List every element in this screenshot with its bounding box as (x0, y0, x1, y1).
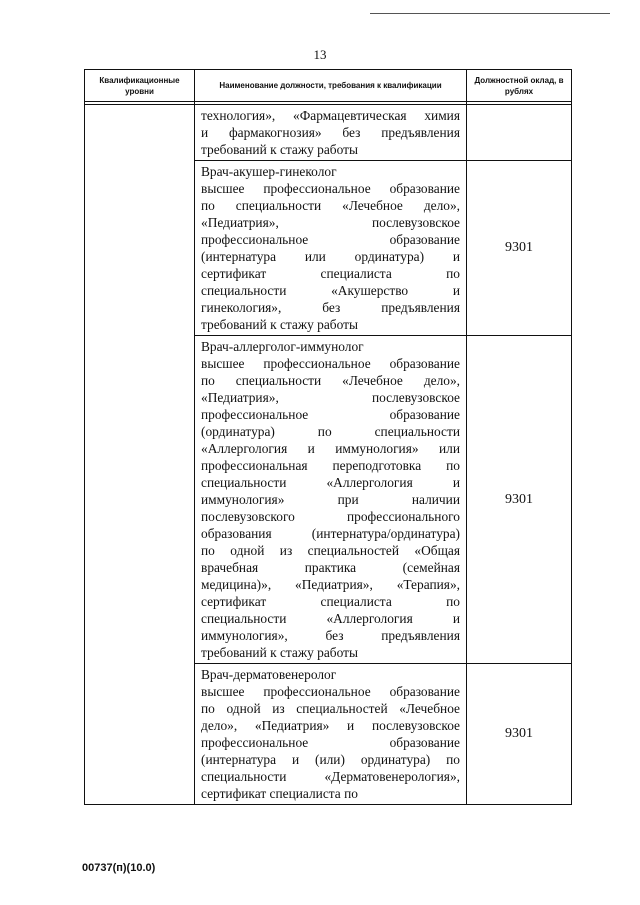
requirement-line: гинекология», без предъявления (201, 300, 460, 315)
requirement-line: профессиональное образование (201, 407, 460, 422)
requirement-line: (интернатура и (или) ординатура) по (201, 752, 460, 767)
qualification-table (84, 69, 572, 805)
requirement-line: дело», «Педиатрия» и послевузовское (201, 718, 460, 733)
requirement-line: специальности «Дерматовенерология», (201, 769, 460, 784)
requirement-line: профессиональная переподготовка по (201, 458, 460, 473)
requirement-line: (ординатура) по специальности (201, 424, 460, 439)
position-title: Врач-дерматовенеролог (201, 667, 337, 682)
table-header-row (85, 70, 572, 102)
requirement-line: высшее профессиональное образование (201, 356, 460, 371)
position-title: Врач-акушер-гинеколог (201, 164, 337, 179)
requirement-line: медицина)», «Педиатрия», «Терапия», (201, 577, 460, 592)
requirement-line: специальности «Акушерство и (201, 283, 460, 298)
salary-cell (467, 105, 572, 161)
requirement-line: высшее профессиональное образование (201, 684, 460, 699)
position-description-cell (195, 664, 467, 805)
requirement-line: иммунология» при наличии (201, 492, 460, 507)
requirement-line: высшее профессиональное образование (201, 181, 460, 196)
requirement-line: и фармакогнозия» без предъявления (201, 125, 460, 140)
document-code: 00737(п)(10.0) (82, 862, 156, 874)
requirement-line: технология», «Фармацевтическая химия (201, 108, 460, 123)
salary-cell: 9301 (467, 664, 572, 805)
page-number: 13 (313, 47, 327, 62)
requirement-line: требований к стажу работы (201, 645, 358, 660)
header-salary: Должностной оклад, в рублях (467, 70, 572, 102)
top-rule (370, 13, 610, 14)
requirement-line: сертификат специалиста по (201, 266, 460, 281)
requirement-line: врачебная практика (семейная (201, 560, 460, 575)
requirement-line: сертификат специалиста по (201, 786, 358, 801)
requirement-line: профессиональное образование (201, 232, 460, 247)
requirement-line: послевузовского профессионального (201, 509, 460, 524)
requirement-line: по специальности «Лечебное дело», (201, 198, 460, 213)
position-description-cell (195, 105, 467, 161)
requirement-line: «Педиатрия», послевузовское (201, 215, 460, 230)
requirement-line: по одной из специальностей «Общая (201, 543, 460, 558)
position-title: Врач-аллерголог-иммунолог (201, 339, 364, 354)
requirement-line: по одной из специальностей «Лечебное (201, 701, 460, 716)
salary-cell: 9301 (467, 161, 572, 336)
requirement-line: «Педиатрия», послевузовское (201, 390, 460, 405)
requirement-line: сертификат специалиста по (201, 594, 460, 609)
requirement-line: профессиональное образование (201, 735, 460, 750)
requirement-line: по специальности «Лечебное дело», (201, 373, 460, 388)
header-position-requirements: Наименование должности, требования к квалификации (195, 70, 467, 102)
requirement-line: специальности «Аллергология и (201, 475, 460, 490)
requirement-line: образования (интернатура/ординатура) (201, 526, 460, 541)
requirement-line: специальности «Аллергология и (201, 611, 460, 626)
qualification-level-cell (85, 105, 195, 805)
table-row (85, 105, 572, 161)
requirement-line: (интернатура или ординатура) и (201, 249, 460, 264)
position-description-cell (195, 161, 467, 336)
salary-cell: 9301 (467, 336, 572, 664)
requirement-line: иммунология», без предъявления (201, 628, 460, 643)
position-description-cell (195, 336, 467, 664)
requirement-line: требований к стажу работы (201, 317, 358, 332)
header-qualification-levels: Квалификационные уровни (85, 70, 195, 102)
requirement-line: «Аллергология и иммунология» или (201, 441, 460, 456)
requirement-line: требований к стажу работы (201, 142, 358, 157)
